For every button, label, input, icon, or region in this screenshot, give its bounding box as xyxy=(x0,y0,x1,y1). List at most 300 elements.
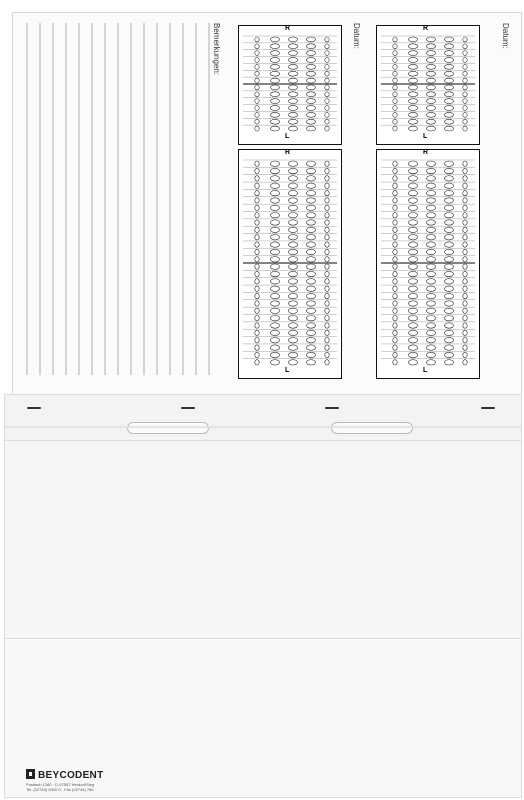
tooth-outline xyxy=(445,293,454,298)
tooth-outline xyxy=(445,316,454,321)
tooth-outline xyxy=(325,293,329,298)
tooth-outline xyxy=(463,279,467,284)
tooth-outline xyxy=(271,161,280,166)
slot-3[interactable] xyxy=(325,407,339,409)
tooth-outline xyxy=(325,92,329,97)
tooth-outline xyxy=(271,78,280,83)
tooth-outline xyxy=(445,308,454,313)
tooth-outline xyxy=(325,316,329,321)
tooth-outline xyxy=(427,301,436,306)
tooth-outline xyxy=(255,99,259,104)
tooth-outline xyxy=(307,227,316,232)
tooth-outline xyxy=(445,227,454,232)
chart-label-l: L xyxy=(285,367,290,374)
tooth-outline xyxy=(289,44,298,49)
tooth-outline xyxy=(463,106,467,111)
tooth-outline xyxy=(427,92,436,97)
tooth-outline xyxy=(393,64,397,69)
tooth-outline xyxy=(445,37,454,42)
tooth-outline xyxy=(409,176,418,181)
tooth-outline xyxy=(255,71,259,76)
teeth-grid xyxy=(239,150,341,378)
tooth-outline xyxy=(289,213,298,218)
tooth-outline xyxy=(325,176,329,181)
chart-label-l: L xyxy=(423,133,428,140)
datum-label-left: Datum: xyxy=(352,23,361,49)
tooth-outline xyxy=(409,220,418,225)
tooth-outline xyxy=(289,106,298,111)
tooth-outline xyxy=(289,257,298,262)
tooth-outline xyxy=(325,271,329,276)
tooth-outline xyxy=(393,190,397,195)
tooth-outline xyxy=(255,92,259,97)
tooth-outline xyxy=(289,198,298,203)
tooth-outline xyxy=(409,92,418,97)
tooth-outline xyxy=(393,37,397,42)
tooth-outline xyxy=(427,99,436,104)
tooth-outline xyxy=(271,242,280,247)
tooth-outline xyxy=(271,352,280,357)
tooth-outline xyxy=(463,119,467,124)
tooth-outline xyxy=(271,85,280,90)
tooth-outline xyxy=(289,308,298,313)
tooth-outline xyxy=(445,106,454,111)
teeth-grid xyxy=(239,26,341,144)
tooth-outline xyxy=(271,205,280,210)
tooth-outline xyxy=(445,235,454,240)
tooth-outline xyxy=(445,271,454,276)
tooth-outline xyxy=(427,51,436,56)
tooth-outline xyxy=(271,308,280,313)
tooth-outline xyxy=(289,301,298,306)
tooth-outline xyxy=(271,271,280,276)
tooth-outline xyxy=(325,257,329,262)
tooth-outline xyxy=(427,190,436,195)
chart-label-r: R xyxy=(285,25,291,32)
tooth-outline xyxy=(427,352,436,357)
tooth-outline xyxy=(289,176,298,181)
tooth-outline xyxy=(427,78,436,83)
tooth-outline xyxy=(271,213,280,218)
tooth-outline xyxy=(255,205,259,210)
tooth-outline xyxy=(271,183,280,188)
tooth-outline xyxy=(463,92,467,97)
tooth-outline xyxy=(463,161,467,166)
tooth-outline xyxy=(427,58,436,63)
tooth-outline xyxy=(463,242,467,247)
tooth-outline xyxy=(307,190,316,195)
tooth-outline xyxy=(271,227,280,232)
tooth-outline xyxy=(463,37,467,42)
tooth-outline xyxy=(445,58,454,63)
tooth-outline xyxy=(271,330,280,335)
tooth-outline xyxy=(393,213,397,218)
tooth-outline xyxy=(325,242,329,247)
tooth-outline xyxy=(307,213,316,218)
tooth-outline xyxy=(289,205,298,210)
tooth-outline xyxy=(325,119,329,124)
tooth-outline xyxy=(325,301,329,306)
tooth-outline xyxy=(409,264,418,269)
tooth-outline xyxy=(445,126,454,131)
tooth-outline xyxy=(445,64,454,69)
tooth-outline xyxy=(409,360,418,365)
tooth-outline xyxy=(463,44,467,49)
tooth-outline xyxy=(271,198,280,203)
tooth-outline xyxy=(307,58,316,63)
tooth-outline xyxy=(255,352,259,357)
tooth-outline xyxy=(409,44,418,49)
tooth-outline xyxy=(325,85,329,90)
tooth-outline xyxy=(427,227,436,232)
tooth-outline xyxy=(393,271,397,276)
tooth-outline xyxy=(289,352,298,357)
tooth-outline xyxy=(427,64,436,69)
tooth-outline xyxy=(393,235,397,240)
tooth-outline xyxy=(325,168,329,173)
tooth-outline xyxy=(445,330,454,335)
bemerkungen-label: Bemerkungen: xyxy=(212,23,221,76)
tooth-outline xyxy=(289,293,298,298)
tooth-outline xyxy=(445,213,454,218)
folder-flap-middle xyxy=(4,440,522,640)
tooth-outline xyxy=(409,58,418,63)
tooth-outline xyxy=(445,257,454,262)
tooth-outline xyxy=(289,126,298,131)
tooth-outline xyxy=(255,242,259,247)
tooth-outline xyxy=(271,220,280,225)
tooth-outline xyxy=(307,71,316,76)
tooth-outline xyxy=(325,213,329,218)
tooth-outline xyxy=(255,58,259,63)
tooth-outline xyxy=(409,316,418,321)
tooth-outline xyxy=(289,264,298,269)
tooth-outline xyxy=(255,286,259,291)
tooth-outline xyxy=(307,44,316,49)
tooth-outline xyxy=(427,213,436,218)
tooth-outline xyxy=(325,235,329,240)
tooth-outline xyxy=(255,220,259,225)
tooth-outline xyxy=(307,271,316,276)
tooth-outline xyxy=(255,176,259,181)
tooth-outline xyxy=(409,345,418,350)
tooth-outline xyxy=(271,37,280,42)
tooth-outline xyxy=(307,183,316,188)
tooth-outline xyxy=(307,316,316,321)
tooth-outline xyxy=(445,198,454,203)
tooth-outline xyxy=(271,316,280,321)
tooth-outline xyxy=(463,220,467,225)
tooth-outline xyxy=(289,161,298,166)
fastener-clip-left[interactable] xyxy=(127,422,209,434)
tooth-outline xyxy=(307,37,316,42)
tooth-outline xyxy=(289,78,298,83)
tooth-outline xyxy=(427,264,436,269)
tooth-outline xyxy=(393,323,397,328)
tooth-outline xyxy=(325,220,329,225)
tooth-outline xyxy=(325,323,329,328)
tooth-outline xyxy=(325,360,329,365)
tooth-outline xyxy=(445,360,454,365)
tooth-outline xyxy=(409,323,418,328)
tooth-outline xyxy=(307,279,316,284)
tooth-outline xyxy=(393,330,397,335)
tooth-outline xyxy=(393,71,397,76)
tooth-outline xyxy=(325,227,329,232)
teeth-grid xyxy=(377,26,479,144)
tooth-outline xyxy=(427,126,436,131)
tooth-outline xyxy=(255,301,259,306)
tooth-outline xyxy=(307,106,316,111)
tooth-outline xyxy=(409,99,418,104)
slot-2[interactable] xyxy=(181,407,195,409)
tooth-outline xyxy=(289,338,298,343)
tooth-outline xyxy=(427,112,436,117)
tooth-outline xyxy=(325,279,329,284)
tooth-outline xyxy=(427,338,436,343)
tooth-outline xyxy=(409,51,418,56)
tooth-outline xyxy=(255,360,259,365)
tooth-outline xyxy=(255,257,259,262)
tooth-outline xyxy=(393,352,397,357)
tooth-outline xyxy=(325,37,329,42)
tooth-outline xyxy=(393,308,397,313)
tooth-outline xyxy=(463,235,467,240)
tooth-outline xyxy=(255,85,259,90)
tooth-outline xyxy=(445,190,454,195)
tooth-outline xyxy=(325,345,329,350)
tooth-outline xyxy=(255,338,259,343)
tooth-outline xyxy=(409,308,418,313)
tooth-outline xyxy=(255,249,259,254)
tooth-outline xyxy=(255,112,259,117)
tooth-outline xyxy=(255,168,259,173)
tooth-outline xyxy=(463,227,467,232)
tooth-outline xyxy=(255,190,259,195)
tooth-outline xyxy=(409,168,418,173)
tooth-outline xyxy=(271,119,280,124)
tooth-outline xyxy=(445,119,454,124)
tooth-outline xyxy=(325,286,329,291)
brand-address-line2: Tel. (02744) 9300-0 · Fax (02744) 766 xyxy=(26,787,94,792)
tooth-outline xyxy=(409,293,418,298)
tooth-outline xyxy=(393,99,397,104)
tooth-outline xyxy=(445,242,454,247)
tooth-outline xyxy=(307,242,316,247)
tooth-outline xyxy=(463,301,467,306)
tooth-outline xyxy=(271,168,280,173)
tooth-outline xyxy=(463,271,467,276)
tooth-outline xyxy=(271,323,280,328)
tooth-outline xyxy=(271,64,280,69)
tooth-outline xyxy=(409,112,418,117)
tooth-outline xyxy=(255,345,259,350)
tooth-outline xyxy=(409,235,418,240)
tooth-outline xyxy=(409,301,418,306)
tooth-outline xyxy=(393,161,397,166)
tooth-outline xyxy=(271,338,280,343)
tooth-outline xyxy=(307,235,316,240)
tooth-outline xyxy=(409,352,418,357)
tooth-outline xyxy=(289,316,298,321)
tooth-outline xyxy=(307,352,316,357)
tooth-outline xyxy=(393,264,397,269)
tooth-outline xyxy=(271,264,280,269)
tooth-outline xyxy=(445,338,454,343)
tooth-outline xyxy=(463,264,467,269)
tooth-outline xyxy=(289,85,298,90)
tooth-outline xyxy=(325,330,329,335)
tooth-outline xyxy=(307,161,316,166)
tooth-outline xyxy=(427,293,436,298)
slot-4[interactable] xyxy=(481,407,495,409)
tooth-outline xyxy=(271,71,280,76)
tooth-outline xyxy=(445,183,454,188)
tooth-outline xyxy=(409,183,418,188)
tooth-outline xyxy=(255,106,259,111)
tooth-outline xyxy=(307,168,316,173)
tooth-outline xyxy=(255,64,259,69)
tooth-outline xyxy=(307,257,316,262)
tooth-outline xyxy=(445,168,454,173)
tooth-outline xyxy=(271,51,280,56)
slot-1[interactable] xyxy=(27,407,41,409)
tooth-outline xyxy=(325,126,329,131)
tooth-outline xyxy=(307,198,316,203)
tooth-outline xyxy=(255,227,259,232)
tooth-outline xyxy=(409,106,418,111)
tooth-outline xyxy=(409,119,418,124)
tooth-outline xyxy=(393,51,397,56)
tooth-outline xyxy=(289,168,298,173)
tooth-outline xyxy=(393,106,397,111)
tooth-outline xyxy=(463,338,467,343)
tooth-outline xyxy=(445,279,454,284)
tooth-outline xyxy=(307,293,316,298)
tooth-outline xyxy=(427,71,436,76)
brand-address-line1: Postfach 1280 · D-57557 Herdorf/Sieg xyxy=(26,782,95,787)
tooth-outline xyxy=(463,99,467,104)
chart-label-l: L xyxy=(285,133,290,140)
tooth-outline xyxy=(289,249,298,254)
tooth-outline xyxy=(289,99,298,104)
tooth-outline xyxy=(393,176,397,181)
tooth-outline xyxy=(393,345,397,350)
tooth-outline xyxy=(463,78,467,83)
tooth-outline xyxy=(463,64,467,69)
tooth-outline xyxy=(325,44,329,49)
tooth-outline xyxy=(463,183,467,188)
tooth-outline xyxy=(409,330,418,335)
tooth-outline xyxy=(289,37,298,42)
tooth-outline xyxy=(255,264,259,269)
remarks-lines xyxy=(19,19,219,379)
tooth-outline xyxy=(427,345,436,350)
dental-chart-upper-left xyxy=(238,25,342,145)
tooth-outline xyxy=(307,51,316,56)
tooth-outline xyxy=(409,286,418,291)
tooth-outline xyxy=(445,220,454,225)
tooth-outline xyxy=(409,37,418,42)
tooth-outline xyxy=(463,360,467,365)
tooth-outline xyxy=(409,279,418,284)
tooth-outline xyxy=(271,44,280,49)
tooth-outline xyxy=(289,92,298,97)
tooth-outline xyxy=(289,71,298,76)
tooth-outline xyxy=(255,330,259,335)
tooth-outline xyxy=(307,220,316,225)
tooth-outline xyxy=(393,119,397,124)
tooth-outline xyxy=(393,44,397,49)
tooth-outline xyxy=(307,330,316,335)
tooth-outline xyxy=(393,257,397,262)
dental-chart-upper-right xyxy=(376,25,480,145)
tooth-outline xyxy=(393,168,397,173)
tooth-outline xyxy=(271,293,280,298)
tooth-outline xyxy=(427,44,436,49)
tooth-outline xyxy=(289,227,298,232)
tooth-outline xyxy=(445,323,454,328)
tooth-outline xyxy=(393,338,397,343)
tooth-outline xyxy=(427,183,436,188)
tooth-outline xyxy=(427,323,436,328)
tooth-outline xyxy=(393,286,397,291)
tooth-outline xyxy=(463,352,467,357)
tooth-outline xyxy=(325,161,329,166)
tooth-outline xyxy=(427,279,436,284)
tooth-outline xyxy=(393,112,397,117)
tooth-outline xyxy=(325,99,329,104)
tooth-outline xyxy=(409,71,418,76)
tooth-outline xyxy=(255,126,259,131)
tooth-outline xyxy=(409,85,418,90)
tooth-outline xyxy=(307,85,316,90)
tooth-outline xyxy=(289,58,298,63)
tooth-outline xyxy=(325,198,329,203)
dental-chart-lower-right xyxy=(376,149,480,379)
tooth-outline xyxy=(325,183,329,188)
tooth-outline xyxy=(307,360,316,365)
tooth-outline xyxy=(409,271,418,276)
tooth-outline xyxy=(325,51,329,56)
tooth-outline xyxy=(445,161,454,166)
tooth-outline xyxy=(427,286,436,291)
tooth-outline xyxy=(271,58,280,63)
tooth-outline xyxy=(307,126,316,131)
tooth-outline xyxy=(325,205,329,210)
tooth-outline xyxy=(393,293,397,298)
tooth-outline xyxy=(307,264,316,269)
tooth-outline xyxy=(409,64,418,69)
tooth-outline xyxy=(427,205,436,210)
tooth-outline xyxy=(307,286,316,291)
chart-panel xyxy=(12,12,522,397)
tooth-outline xyxy=(271,92,280,97)
tooth-outline xyxy=(289,345,298,350)
tooth-outline xyxy=(289,242,298,247)
tooth-outline xyxy=(445,92,454,97)
tooth-outline xyxy=(463,345,467,350)
tooth-outline xyxy=(307,92,316,97)
fastener-clip-right[interactable] xyxy=(331,422,413,434)
tooth-outline xyxy=(271,249,280,254)
tooth-outline xyxy=(325,58,329,63)
tooth-outline xyxy=(255,78,259,83)
tooth-outline xyxy=(427,316,436,321)
tooth-outline xyxy=(409,249,418,254)
chart-label-r: R xyxy=(423,149,429,156)
tooth-outline xyxy=(463,293,467,298)
